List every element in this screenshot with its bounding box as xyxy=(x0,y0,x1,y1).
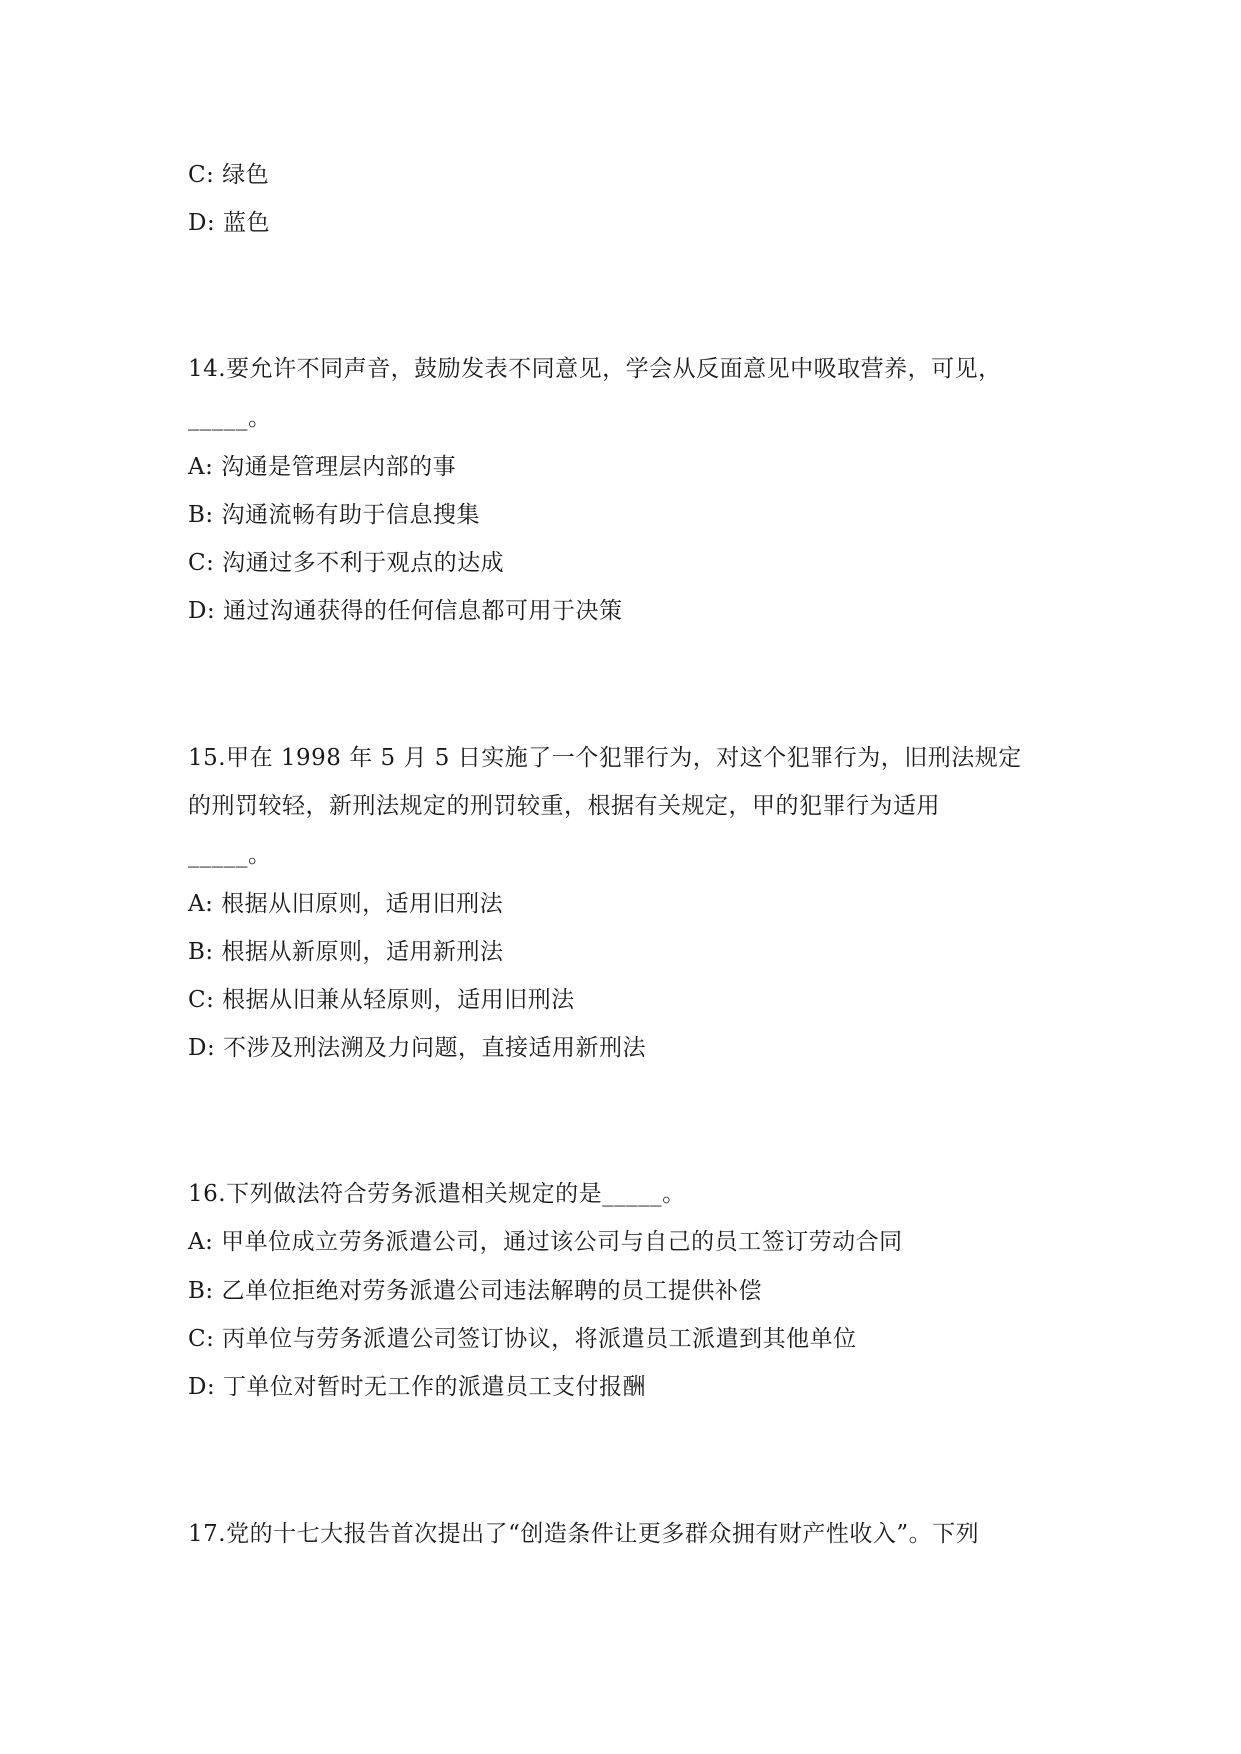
q14-option-c: C: 沟通过多不利于观点的达成 xyxy=(188,550,505,576)
prev-option-c: C: 绿色 xyxy=(188,162,270,188)
q15-option-b: B: 根据从新原则，适用新刑法 xyxy=(188,939,504,965)
q14-option-b: B: 沟通流畅有助于信息搜集 xyxy=(188,502,480,528)
q15-stem-line2: 的刑罚较轻，新刑法规定的刑罚较重，根据有关规定，甲的犯罪行为适用 xyxy=(188,793,940,819)
q17-stem-line1: 17.党的十七大报告首次提出了“创造条件让更多群众拥有财产性收入”。下列 xyxy=(188,1521,980,1547)
q14-option-d: D: 通过沟通获得的任何信息都可用于决策 xyxy=(188,598,623,624)
q15-option-d: D: 不涉及刑法溯及力问题，直接适用新刑法 xyxy=(188,1035,647,1061)
q15-option-c: C: 根据从旧兼从轻原则，适用旧刑法 xyxy=(188,987,575,1013)
q15-stem-line3: _____。 xyxy=(188,842,272,868)
q14-stem-line2: _____。 xyxy=(188,405,272,431)
q16-option-b: B: 乙单位拒绝对劳务派遣公司违法解聘的员工提供补偿 xyxy=(188,1278,762,1304)
q16-option-d: D: 丁单位对暂时无工作的派遣员工支付报酬 xyxy=(188,1374,647,1400)
q16-stem-line1: 16.下列做法符合劳务派遣相关规定的是_____。 xyxy=(188,1181,686,1207)
q15-option-a: A: 根据从旧原则，适用旧刑法 xyxy=(188,891,504,917)
q15-stem-line1: 15.甲在 1998 年 5 月 5 日实施了一个犯罪行为，对这个犯罪行为，旧刑法规定 xyxy=(188,745,1022,771)
q16-option-a: A: 甲单位成立劳务派遣公司，通过该公司与自己的员工签订劳动合同 xyxy=(188,1229,903,1255)
q14-option-a: A: 沟通是管理层内部的事 xyxy=(188,454,457,480)
prev-option-d: D: 蓝色 xyxy=(188,210,271,236)
q14-stem-line1: 14.要允许不同声音，鼓励发表不同意见，学会从反面意见中吸取营养，可见， xyxy=(188,356,1002,382)
q16-option-c: C: 丙单位与劳务派遣公司签订协议，将派遣员工派遣到其他单位 xyxy=(188,1326,857,1352)
